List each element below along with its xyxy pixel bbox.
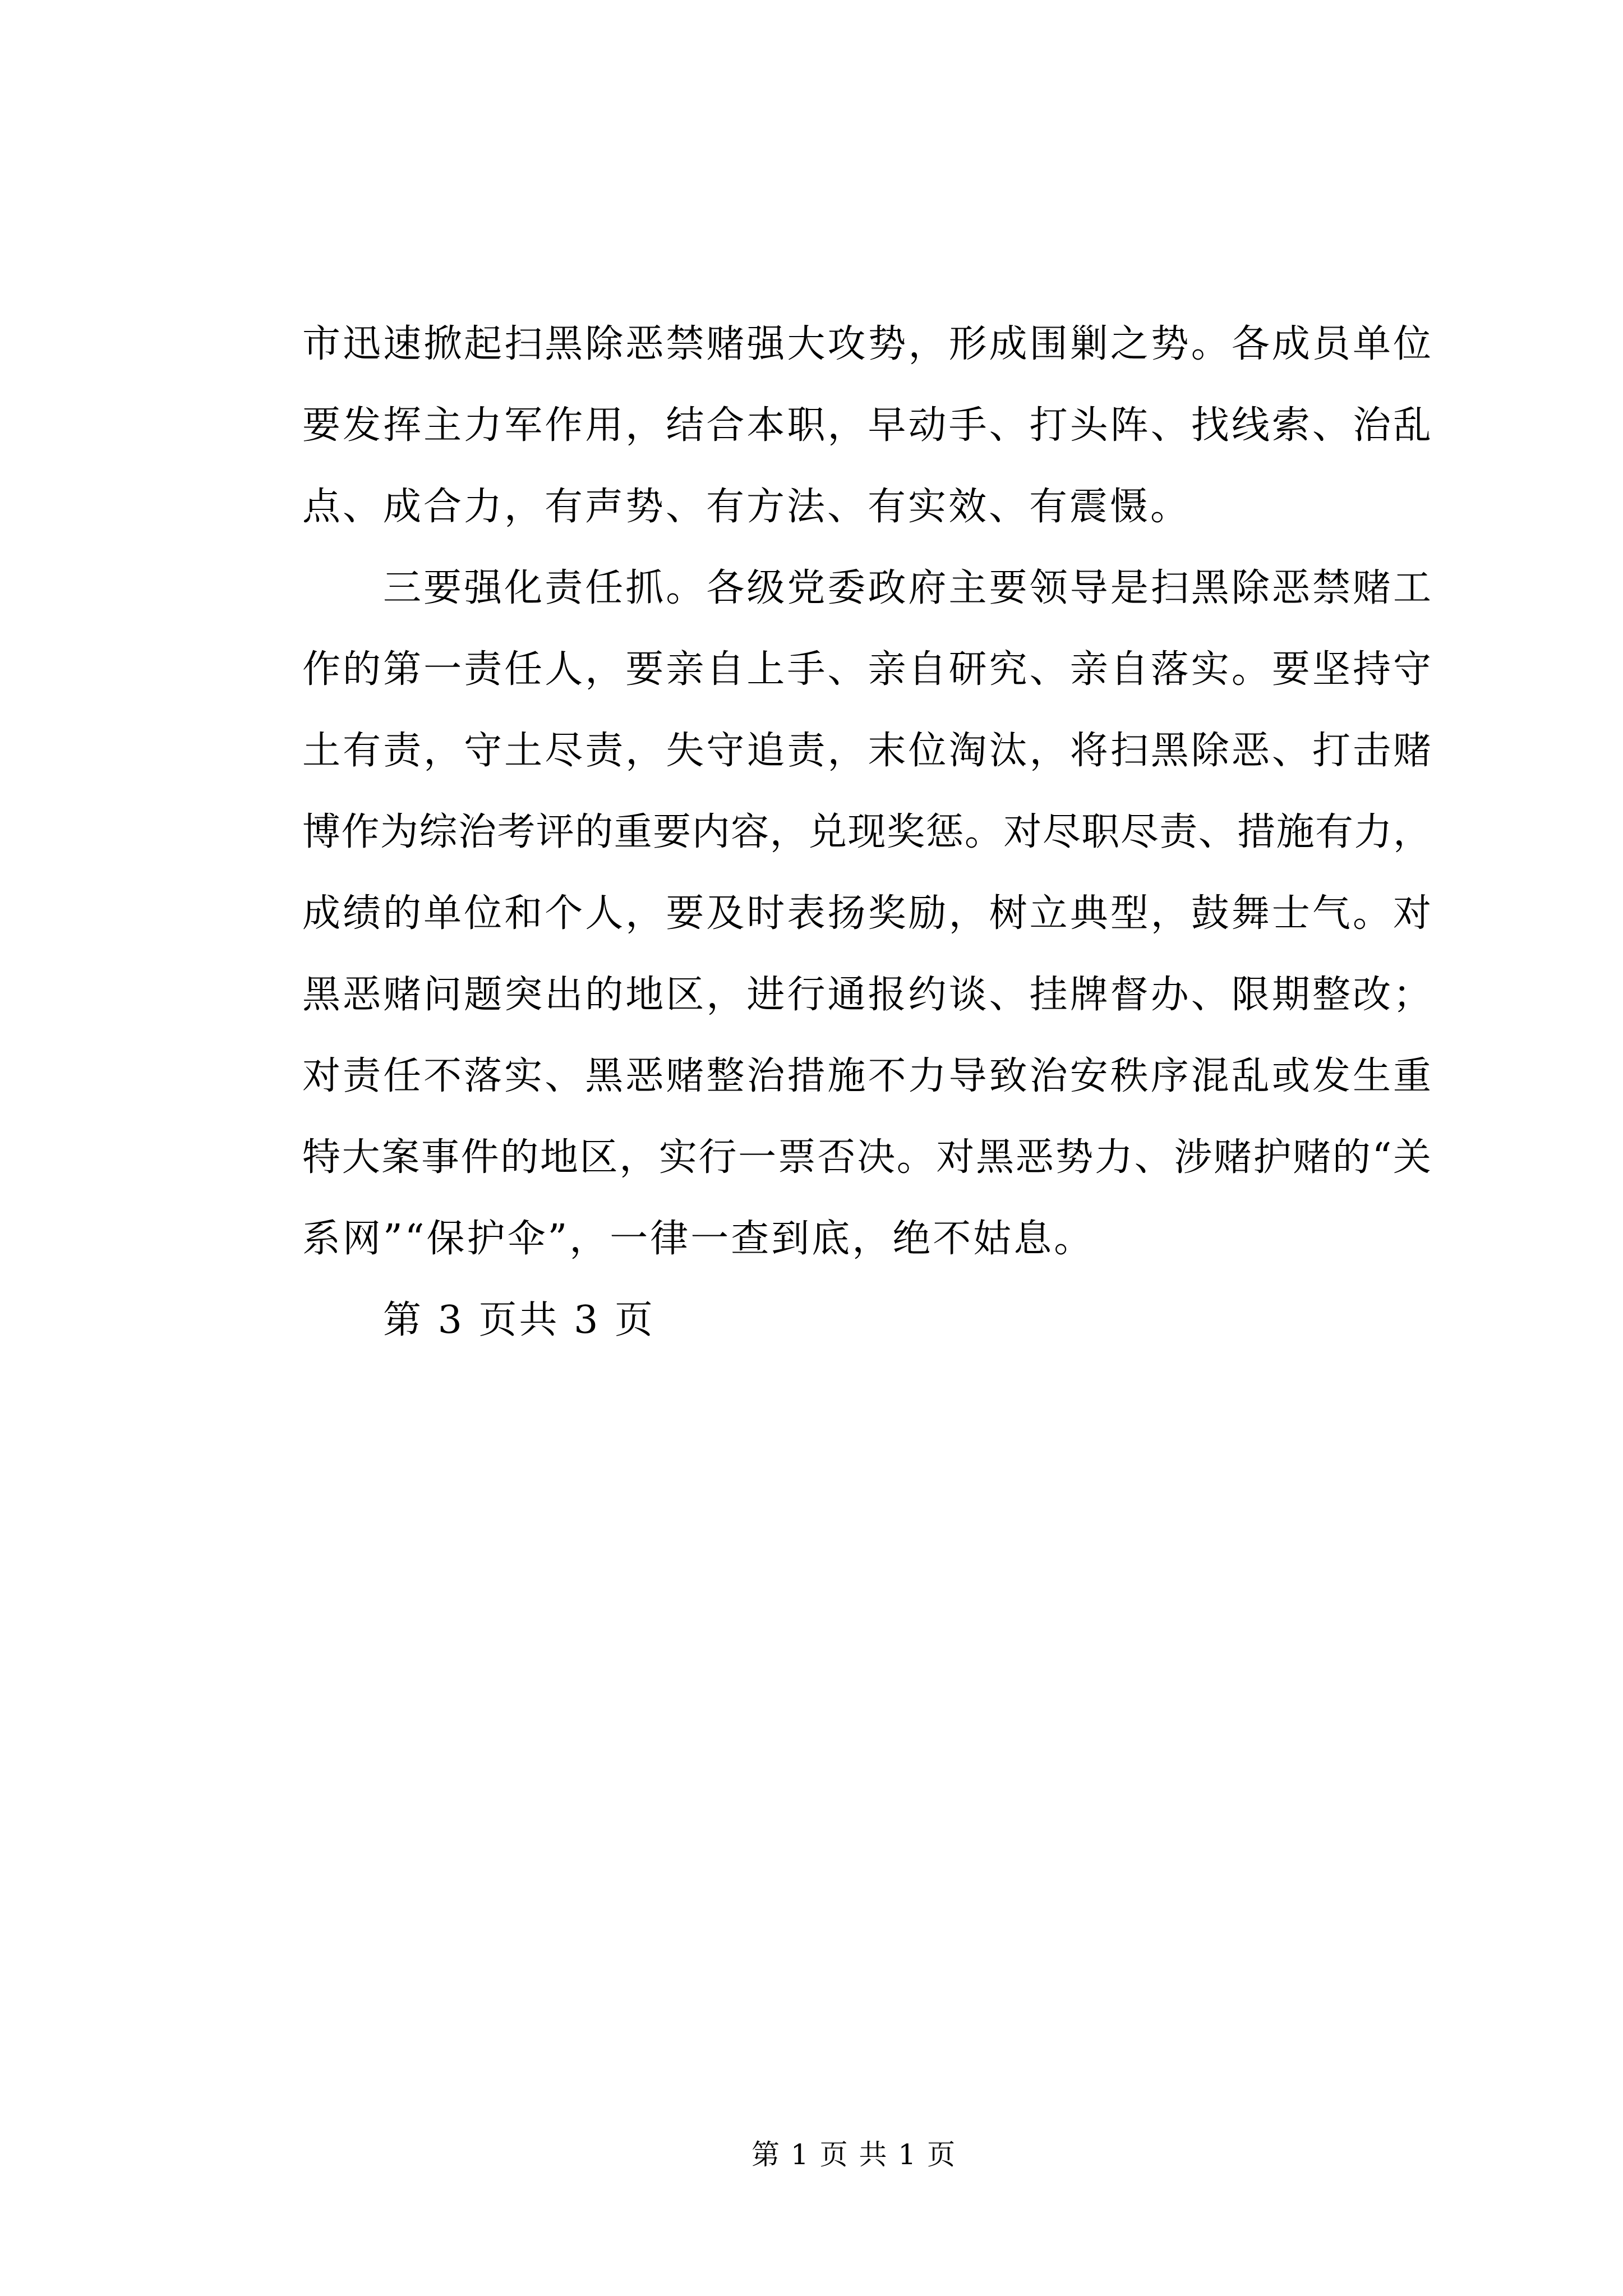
document-body: [302, 303, 1431, 1361]
body-line: 市迅速掀起扫黑除恶禁赌强大攻势，形成围剿之势。各成员单位: [302, 322, 1431, 366]
paragraph-first-line: 三要强化责任抓。各级党委政府主要领导是扫黑除恶禁赌工: [383, 566, 1431, 610]
body-line: 成绩的单位和个人，要及时表扬奖励，树立典型，鼓舞士气。对: [302, 891, 1431, 936]
body-line: 系网”“保护伞”，一律一查到底，绝不姑息。: [302, 1217, 1095, 1261]
body-line: 要发挥主力军作用，结合本职，早动手、打头阵、找线索、治乱: [302, 403, 1431, 448]
body-line: 特大案事件的地区，实行一票否决。对黑恶势力、涉赌护赌的“关: [302, 1135, 1431, 1180]
body-line: 博作为综治考评的重要内容，兑现奖惩。对尽职尽责、措施有力，: [302, 810, 1431, 854]
page-number-note: 第 3 页共 3 页: [383, 1298, 655, 1342]
page-footer: 第 1 页 共 1 页: [751, 2138, 957, 2171]
body-line: 作的第一责任人，要亲自上手、亲自研究、亲自落实。要坚持守: [302, 647, 1431, 692]
body-line: 对责任不落实、黑恶赌整治措施不力导致治安秩序混乱或发生重: [302, 1054, 1431, 1098]
body-line: 黑恶赌问题突出的地区，进行通报约谈、挂牌督办、限期整改；: [302, 973, 1431, 1017]
body-line: 点、成合力，有声势、有方法、有实效、有震慑。: [302, 485, 1191, 529]
body-line: 土有责，守土尽责，失守追责，末位淘汰，将扫黑除恶、打击赌: [302, 729, 1431, 773]
